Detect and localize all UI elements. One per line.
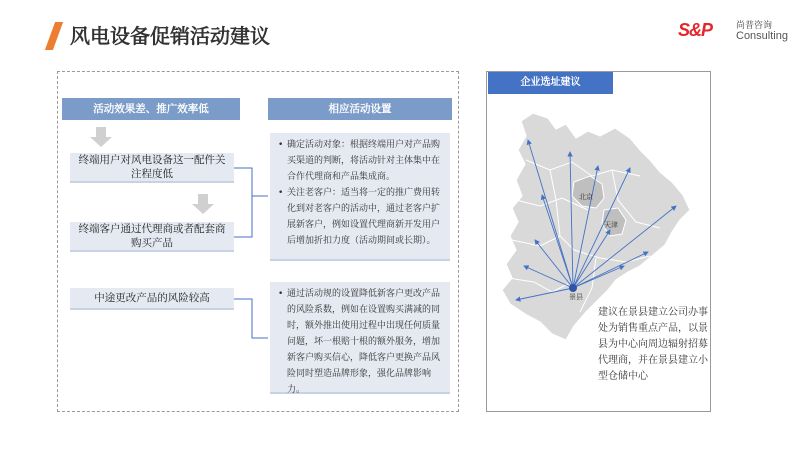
logo-mark: S&P <box>678 20 713 40</box>
solution-header: 相应活动设置 <box>268 98 452 120</box>
problem-box-2: 终端客户通过代理商或者配套商购买产品 <box>70 222 234 252</box>
jingxian-marker <box>569 284 577 292</box>
location-header: 企业选址建议 <box>488 72 613 94</box>
page-title: 风电设备促销活动建议 <box>70 24 270 48</box>
solution-item: • 通过活动规的设置降低新客户更改产品的风险系数，例如在设置购买满减的同时，额外推出使用过程中出现任何质量问题，坏一根赔十根的额外服务，增加新客户购买信心，降低客户更换产品风险同时塑造品牌形象，强化品牌影响力。 <box>278 286 444 398</box>
logo-name-cn: 尚普咨询 <box>736 21 773 31</box>
problem-header: 活动效果差、推广效率低 <box>62 98 240 120</box>
solution-item: • 关注老客户：适当将一定的推广费用转化到对老客户的活动中，通过老客户扩展新客户，例如设置代理商新开发用户后增加折扣力度（活动期间或长期）。 <box>278 185 444 249</box>
problem-box-3: 中途更改产品的风险较高 <box>70 288 234 310</box>
logo-name-en: Consulting <box>736 30 788 42</box>
problem-box-1: 终端用户对风电设备这一配件关注程度低 <box>70 153 234 183</box>
location-description: 建议在景县建立公司办事处为销售重点产品，以景县为中心向周边辐射招募代理商，并在景县建立小型仓储中心 <box>598 307 708 382</box>
map-label-jingxian: 景县 <box>569 293 583 301</box>
map-label-tianjin: 天津 <box>604 221 618 229</box>
map-label-beijing: 北京 <box>579 193 593 201</box>
solution-item: • 确定活动对象：根据终端用户对产品购买渠道的判断，将活动针对主体集中在合作代理商和产品集成商。 <box>278 137 444 185</box>
